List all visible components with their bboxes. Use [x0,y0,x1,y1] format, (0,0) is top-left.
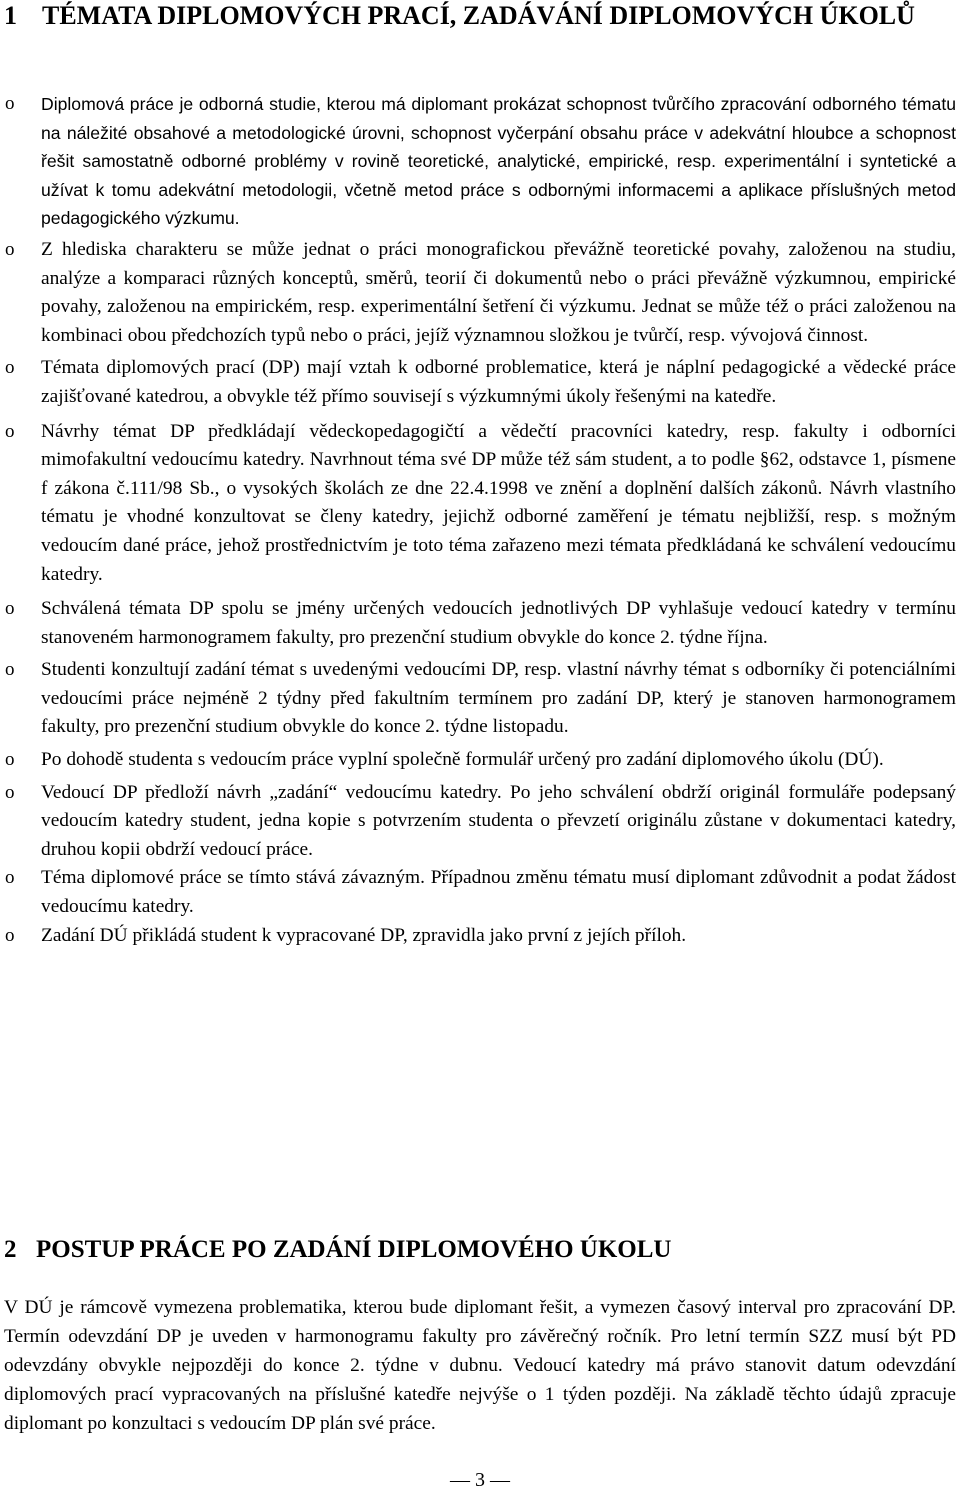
list-item [0,90,960,233]
list-item-text: Z hlediska charakteru se může jednat o práci monografickou převážně teoretické povahy, založenou na studiu, analýze a komparaci různých konceptů, směrů, teorií či dokumentů nebo o práci převážně výzkumnou, empirické povahy, založenou na empirickém, resp. experimentální šetření či výzkumu. Jednat se může též o práci založenou na kombinaci obou předchozích typů nebo o práci, jejíž významnou složkou je tvůrčí, resp. vývojová činnost. [41,238,956,346]
section-2-number: 2 [4,1236,17,1263]
requirements-list [0,90,960,950]
list-item [0,236,960,350]
list-item-text: Diplomová práce je odborná studie, kterou má diplomant prokázat schopnost tvůrčího zpracování odborného tématu na náležité obsahové a metodologické úrovni, schopnost vyčerpání obsahu práce v adekvátní hloubce a schopnost řešit samostatně odborné problémy v rovině teoretické, analytické, empirické, resp. experimentální i syntetické a užívat k tomu adekvátní metodologii, včetně metod práce s odbornými informacemi a aplikace příslušných metod pedagogického výzkumu. [41,94,956,229]
list-item-text: Témata diplomových prací (DP) mají vztah k odborné problematice, která je náplní pedagogické a vědecké práce zajišťované katedrou, a obvykle též přímo souvisejí s výzkumnými úkoly řešenými na katedře. [41,357,956,407]
list-item-text: Studenti konzultují zadání témat s uvedenými vedoucími DP, resp. vlastní návrhy témat s odborníky či potenciálními vedoucími práce nejméně 2 týdny před fakultním termínem pro zadání DP, který je stanoven harmonogramem fakulty, pro prezenční studium obvykle do konce 2. týdne listopadu. [41,659,956,738]
bullet-marker: o [5,659,15,681]
list-item [0,746,960,775]
list-item [0,418,960,590]
bullet-marker: o [5,357,15,379]
list-item [0,354,960,411]
bullet-marker: o [5,238,15,260]
list-item-text: Téma diplomové práce se tímto stává závazným. Případnou změnu tématu musí diplomant zdůvodnit a podat žádost vedoucímu katedry. [41,867,956,918]
list-item-text: Zadání DÚ přikládá student k vypracované DP, zpravidla jako první z jejích příloh. [41,924,687,946]
list-item [0,922,960,951]
bullet-marker: o [5,749,15,771]
list-item-text: Návrhy témat DP předkládají vědeckopedagogičtí a vědečtí pracovníci katedry, resp. fakulty i odborníci mimofakultní vedoucímu katedry. Navrhnout téma své DP může též sám student, a to podle §62, odstavce 1, písmene f zákona č.111/98 Sb., o vysokých školách ze dne 22.4.1998 ve znění a doplnění dalších zákonů. Návrh vlastního tématu je vhodné konzultovat se členy katedry, jejichž odborné zaměření je tématu nejbližší, resp. s možným vedoucím dané práce, jehož prostřednictvím je toto téma zařazeno mezi témata předkládaná ke schválení vedoucímu katedry. [41,420,956,585]
section-1-number: 1 [4,1,17,30]
list-item [0,779,960,865]
page-number: — 3 — [450,1469,510,1491]
list-item [0,595,960,652]
section-1-heading [4,0,956,32]
list-item-text: Po dohodě studenta s vedoucím práce vyplní společně formulář určený pro zadání diplomového úkolu (DÚ). [41,749,884,771]
list-item [0,656,960,742]
list-item-text: Vedoucí DP předloží návrh „zadání“ vedoucímu katedry. Po jeho schválení obdrží originál formuláře podepsaný vedoucím katedry student, jedna kopie s potvrzením studenta o převzetí originálu zůstane v dokumentaci katedry, druhou kopii obdrží vedoucí práce. [41,781,956,860]
bullet-marker: o [5,420,15,442]
bullet-marker: o [5,93,15,114]
section-1-title: TÉMATA DIPLOMOVÝCH PRACÍ, ZADÁVÁNÍ DIPLOMOVÝCH ÚKOLŮ [42,1,915,30]
bullet-marker: o [5,867,15,889]
section-2-heading [4,1234,956,1266]
list-item-text: Schválená témata DP spolu se jmény určených vedoucích jednotlivých DP vyhlašuje vedoucí katedry v termínu stanoveném harmonogramem fakulty, pro prezenční studium obvykle do konce 2. týdne října. [41,598,956,648]
section-2-title: POSTUP PRÁCE PO ZADÁNÍ DIPLOMOVÉHO ÚKOLU [36,1236,672,1263]
bullet-marker: o [5,924,15,946]
list-item [0,864,960,921]
bullet-marker: o [5,598,15,620]
section-2-paragraph: V DÚ je rámcově vymezena problematika, kterou bude diplomant řešit, a vymezen časový interval pro zpracování DP. Termín odevzdání DP je uveden v harmonogramu fakulty pro závěrečný ročník. Pro letní termín SZZ musí být PD odevzdány obvykle nejpozději do konce 2. týdne v dubnu. Vedoucí katedry má právo stanovit datum odevzdání diplomových prací vypracovaných na příslušné katedře nejvýše o 1 týden později. Na základě těchto údajů zpracuje diplomant po konzultaci s vedoucím DP plán své práce. [4,1297,956,1435]
bullet-marker: o [5,781,15,803]
